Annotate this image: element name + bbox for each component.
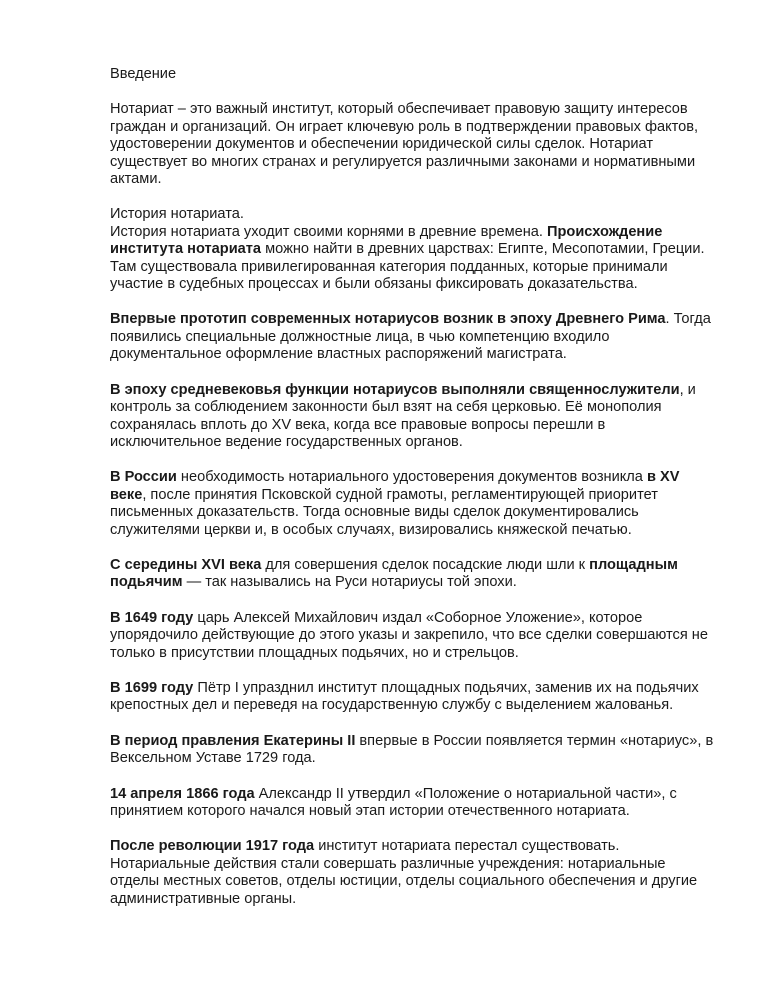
history-paragraph-2 bbox=[110, 311, 716, 363]
bold-text-run: В 1699 году bbox=[110, 679, 194, 696]
intro-paragraph: Нотариат – это важный институт, который обеспечивает правовую защиту интересов граждан и организаций. Он играет ключевую роль в подтверждении правовых фактов, удостоверении документов и обеспечении юридической силы сделок. Нотариат существует во многих странах и регулируется различными законами и нормативными актами. bbox=[110, 101, 699, 188]
history-paragraph-4 bbox=[110, 469, 716, 539]
bold-text-run: В период правления Екатерины II bbox=[110, 732, 356, 749]
text-run: Пётр I упразднил институт площадных подьячих, заменив их на подьячих крепостных дел и переведя на государственную службу с выделением жалованья. bbox=[110, 679, 699, 714]
text-run: институт нотариата перестал существовать. Нотариальные действия стали совершать различные учреждения: нотариальные отделы местных советов, отделы юстиции, отделы социального обеспечения и другие административные органы. bbox=[110, 838, 698, 907]
history-heading: История нотариата. bbox=[110, 206, 244, 223]
history-paragraph-7 bbox=[110, 680, 716, 715]
bold-text-run: площадным подьячим bbox=[110, 556, 678, 591]
bold-text-run: 14 апреля 1866 года bbox=[110, 785, 255, 802]
bold-text-run: В 1649 году bbox=[110, 609, 194, 626]
history-paragraph-1 bbox=[110, 224, 716, 294]
text-run: Александр II утвердил «Положение о нотариальной части», с принятием которого начался новый этап истории отечественного нотариата. bbox=[110, 785, 677, 819]
text-run: , и контроль за соблюдением законности был взят на себя церковью. Её монополия сохранялась вплоть до XV века, когда все правовые вопросы перешли в исключительное ведение государственных органов. bbox=[110, 381, 696, 450]
history-paragraph-10 bbox=[110, 838, 716, 908]
history-paragraph-5 bbox=[110, 557, 716, 592]
document-title: Введение bbox=[110, 66, 177, 82]
text-run: можно найти в древних царствах: Египте, Месопотамии, Греции. Там существовала привилегированная категория подданных, которые принимали участие в судебных процессах и были обязаны фиксировать доказательства. bbox=[110, 241, 705, 293]
bold-text-run: В эпоху средневековья функции нотариусов выполняли священнослужители bbox=[110, 381, 680, 398]
history-paragraph-8 bbox=[110, 733, 716, 768]
bold-text-run: в XV веке bbox=[110, 469, 680, 503]
bold-text-run: Происхождение института нотариата bbox=[110, 223, 663, 258]
history-section bbox=[110, 206, 716, 293]
text-run: , после принятия Псковской судной грамоты, регламентирующей приоритет письменных доказательств. Тогда основные виды сделок документировались служителями церкви и, в особых случаях, визировались княжеской печатью. bbox=[110, 486, 658, 538]
text-run: — так назывались на Руси нотариусы той эпохи. bbox=[182, 574, 517, 591]
history-paragraph-9 bbox=[110, 786, 716, 821]
history-paragraph-6 bbox=[110, 610, 716, 662]
text-run: для совершения сделок посадские люди шли к bbox=[261, 556, 590, 573]
text-run: . Тогда появились специальные должностные лица, в чью компетенцию входило документальное оформление властных распоряжений магистрата. bbox=[110, 311, 711, 363]
bold-text-run: С середины XVI века bbox=[110, 556, 262, 573]
text-run: царь Алексей Михайлович издал «Соборное Уложение», которое упорядочило действующие до этого указы и закрепило, что все сделки совершаются не только в присутствии площадных подьячих, но и стрельцов. bbox=[110, 609, 708, 661]
bold-text-run: После революции 1917 года bbox=[110, 838, 315, 855]
history-paragraph-3 bbox=[110, 382, 716, 452]
text-run: История нотариата уходит своими корнями в древние времена. bbox=[110, 223, 548, 240]
text-run: впервые в России появляется термин «нотариус», в Вексельном Уставе 1729 года. bbox=[110, 732, 714, 767]
bold-text-run: В России bbox=[110, 469, 177, 486]
text-run: необходимость нотариального удостоверения документов возникла bbox=[176, 469, 647, 486]
bold-text-run: Впервые прототип современных нотариусов возник в эпоху Древнего Рима bbox=[110, 311, 666, 328]
